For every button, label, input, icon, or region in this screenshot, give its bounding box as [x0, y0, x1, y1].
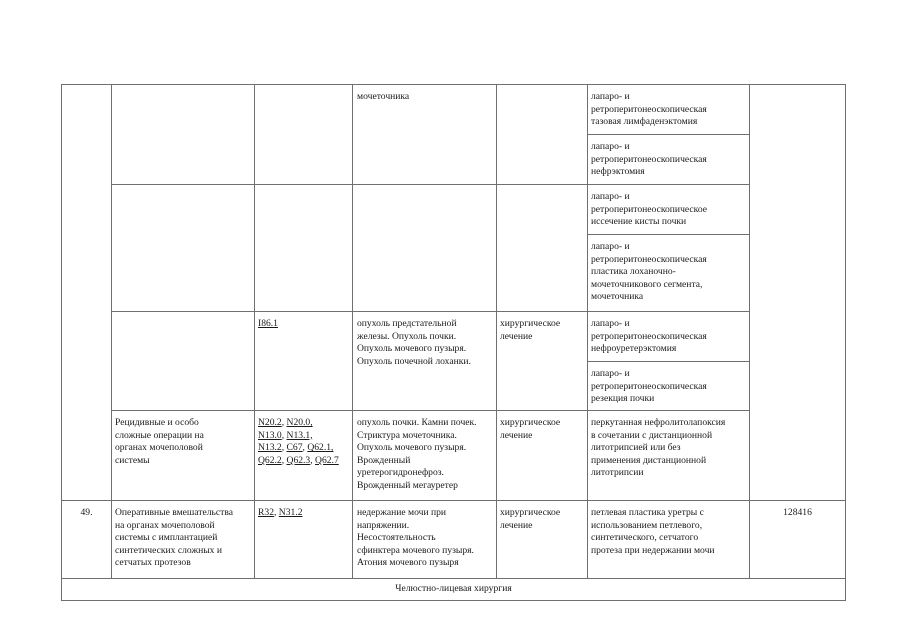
treatment-cell: хирургическое лечение: [500, 507, 561, 531]
procedure-cell: перкутанная нефролитолапоксия в сочетании с дистанционной литотрипсией или без применения дистанционной литотрипсии: [591, 417, 726, 479]
icd-code-link[interactable]: N20.0,: [286, 417, 313, 428]
row-number-cell: 49.: [80, 507, 93, 518]
table-border-right: [845, 84, 846, 600]
icd-code-cell: R32, N31.2: [258, 507, 303, 518]
table-border-left: [61, 84, 62, 600]
icd-code-link[interactable]: N20.2: [258, 417, 282, 428]
column-divider: [496, 84, 497, 578]
row-divider: [111, 410, 749, 411]
table-border-bottom: [61, 600, 846, 601]
icd-code-link[interactable]: I86.1: [258, 318, 278, 329]
row-divider: [587, 234, 749, 235]
treatment-cell: хирургическое лечение: [500, 318, 561, 342]
procedure-cell: лапаро- и ретроперитонеоскопическая тазовая лимфаденэктомия: [591, 91, 707, 128]
icd-code-link[interactable]: R32: [258, 507, 274, 518]
icd-code-link[interactable]: N13.2: [258, 442, 282, 454]
row-divider: [111, 184, 749, 185]
icd-code-link[interactable]: Q62.1,: [307, 442, 334, 454]
procedure-cell: лапаро- и ретроперитонеоскопическая резекция почки: [591, 368, 707, 405]
row-divider: [111, 311, 749, 312]
procedure-cell: лапаро- и ретроперитонеоскопическая пластика лоханочно- мочеточникового сегмента, мочеточника: [591, 241, 707, 303]
procedure-cell: лапаро- и ретроперитонеоскопическое иссечение кисты почки: [591, 191, 707, 228]
column-divider: [254, 84, 255, 578]
cost-cell: 128416: [783, 507, 812, 518]
row-divider: [61, 578, 846, 579]
diagnosis-cell: опухоль почки. Камни почек. Стриктура мочеточника. Опухоль мочевого пузыря. Врожденный уретерогидронефроз. Врожденный мегауретер: [357, 417, 477, 491]
row-divider: [587, 134, 749, 135]
section-title: Челюстно-лицевая хирургия: [395, 583, 512, 594]
icd-code-link[interactable]: N31.2: [278, 507, 303, 518]
table-border-top: [61, 84, 846, 85]
column-divider: [587, 84, 588, 578]
treatment-cell: хирургическое лечение: [500, 417, 561, 441]
column-divider: [111, 84, 112, 578]
row-divider: [587, 361, 749, 362]
procedure-cell: лапаро- и ретроперитонеоскопическая нефроуретерэктомия: [591, 318, 707, 355]
icd-code-link[interactable]: Q62.3: [286, 454, 311, 466]
procedure-cell: петлевая пластика уретры с использованием петлевого, синтетического, сетчатого протеза при недержании мочи: [591, 507, 715, 556]
icd-code-cell: [258, 318, 278, 331]
icd-code-link[interactable]: C67: [286, 442, 303, 454]
icd-code-cell: N20.2, N20.0, N13.0, N13.1, N13.2, C67, Q62.1, Q62.2, Q62.3, Q62.7: [258, 417, 339, 466]
diagnosis-cell: недержание мочи при напряжении. Несостоятельность сфинктера мочевого пузыря. Атония мочевого пузыря: [357, 507, 474, 569]
icd-code-link[interactable]: N13.0: [258, 429, 282, 441]
procedure-cell: лапаро- и ретроперитонеоскопическая нефрэктомия: [591, 141, 707, 178]
diagnosis-cell: опухоль предстательной железы. Опухоль почки. Опухоль мочевого пузыря. Опухоль почечной лоханки.: [357, 318, 471, 367]
diagnosis-cell: мочеточника: [357, 91, 410, 102]
icd-code-link[interactable]: N13.1,: [286, 429, 313, 441]
column-divider: [749, 84, 750, 578]
row-divider: [61, 500, 846, 501]
column-divider: [352, 84, 353, 578]
icd-code-link[interactable]: Q62.7: [315, 454, 339, 466]
care-type-cell: Оперативные вмешательства на органах мочеполовой системы с имплантацией синтетических сложных и сетчатых протезов: [115, 507, 234, 569]
care-type-cell: Рецидивные и особо сложные операции на органах мочеполовой системы: [115, 417, 204, 466]
icd-code-link[interactable]: Q62.2: [258, 454, 282, 466]
